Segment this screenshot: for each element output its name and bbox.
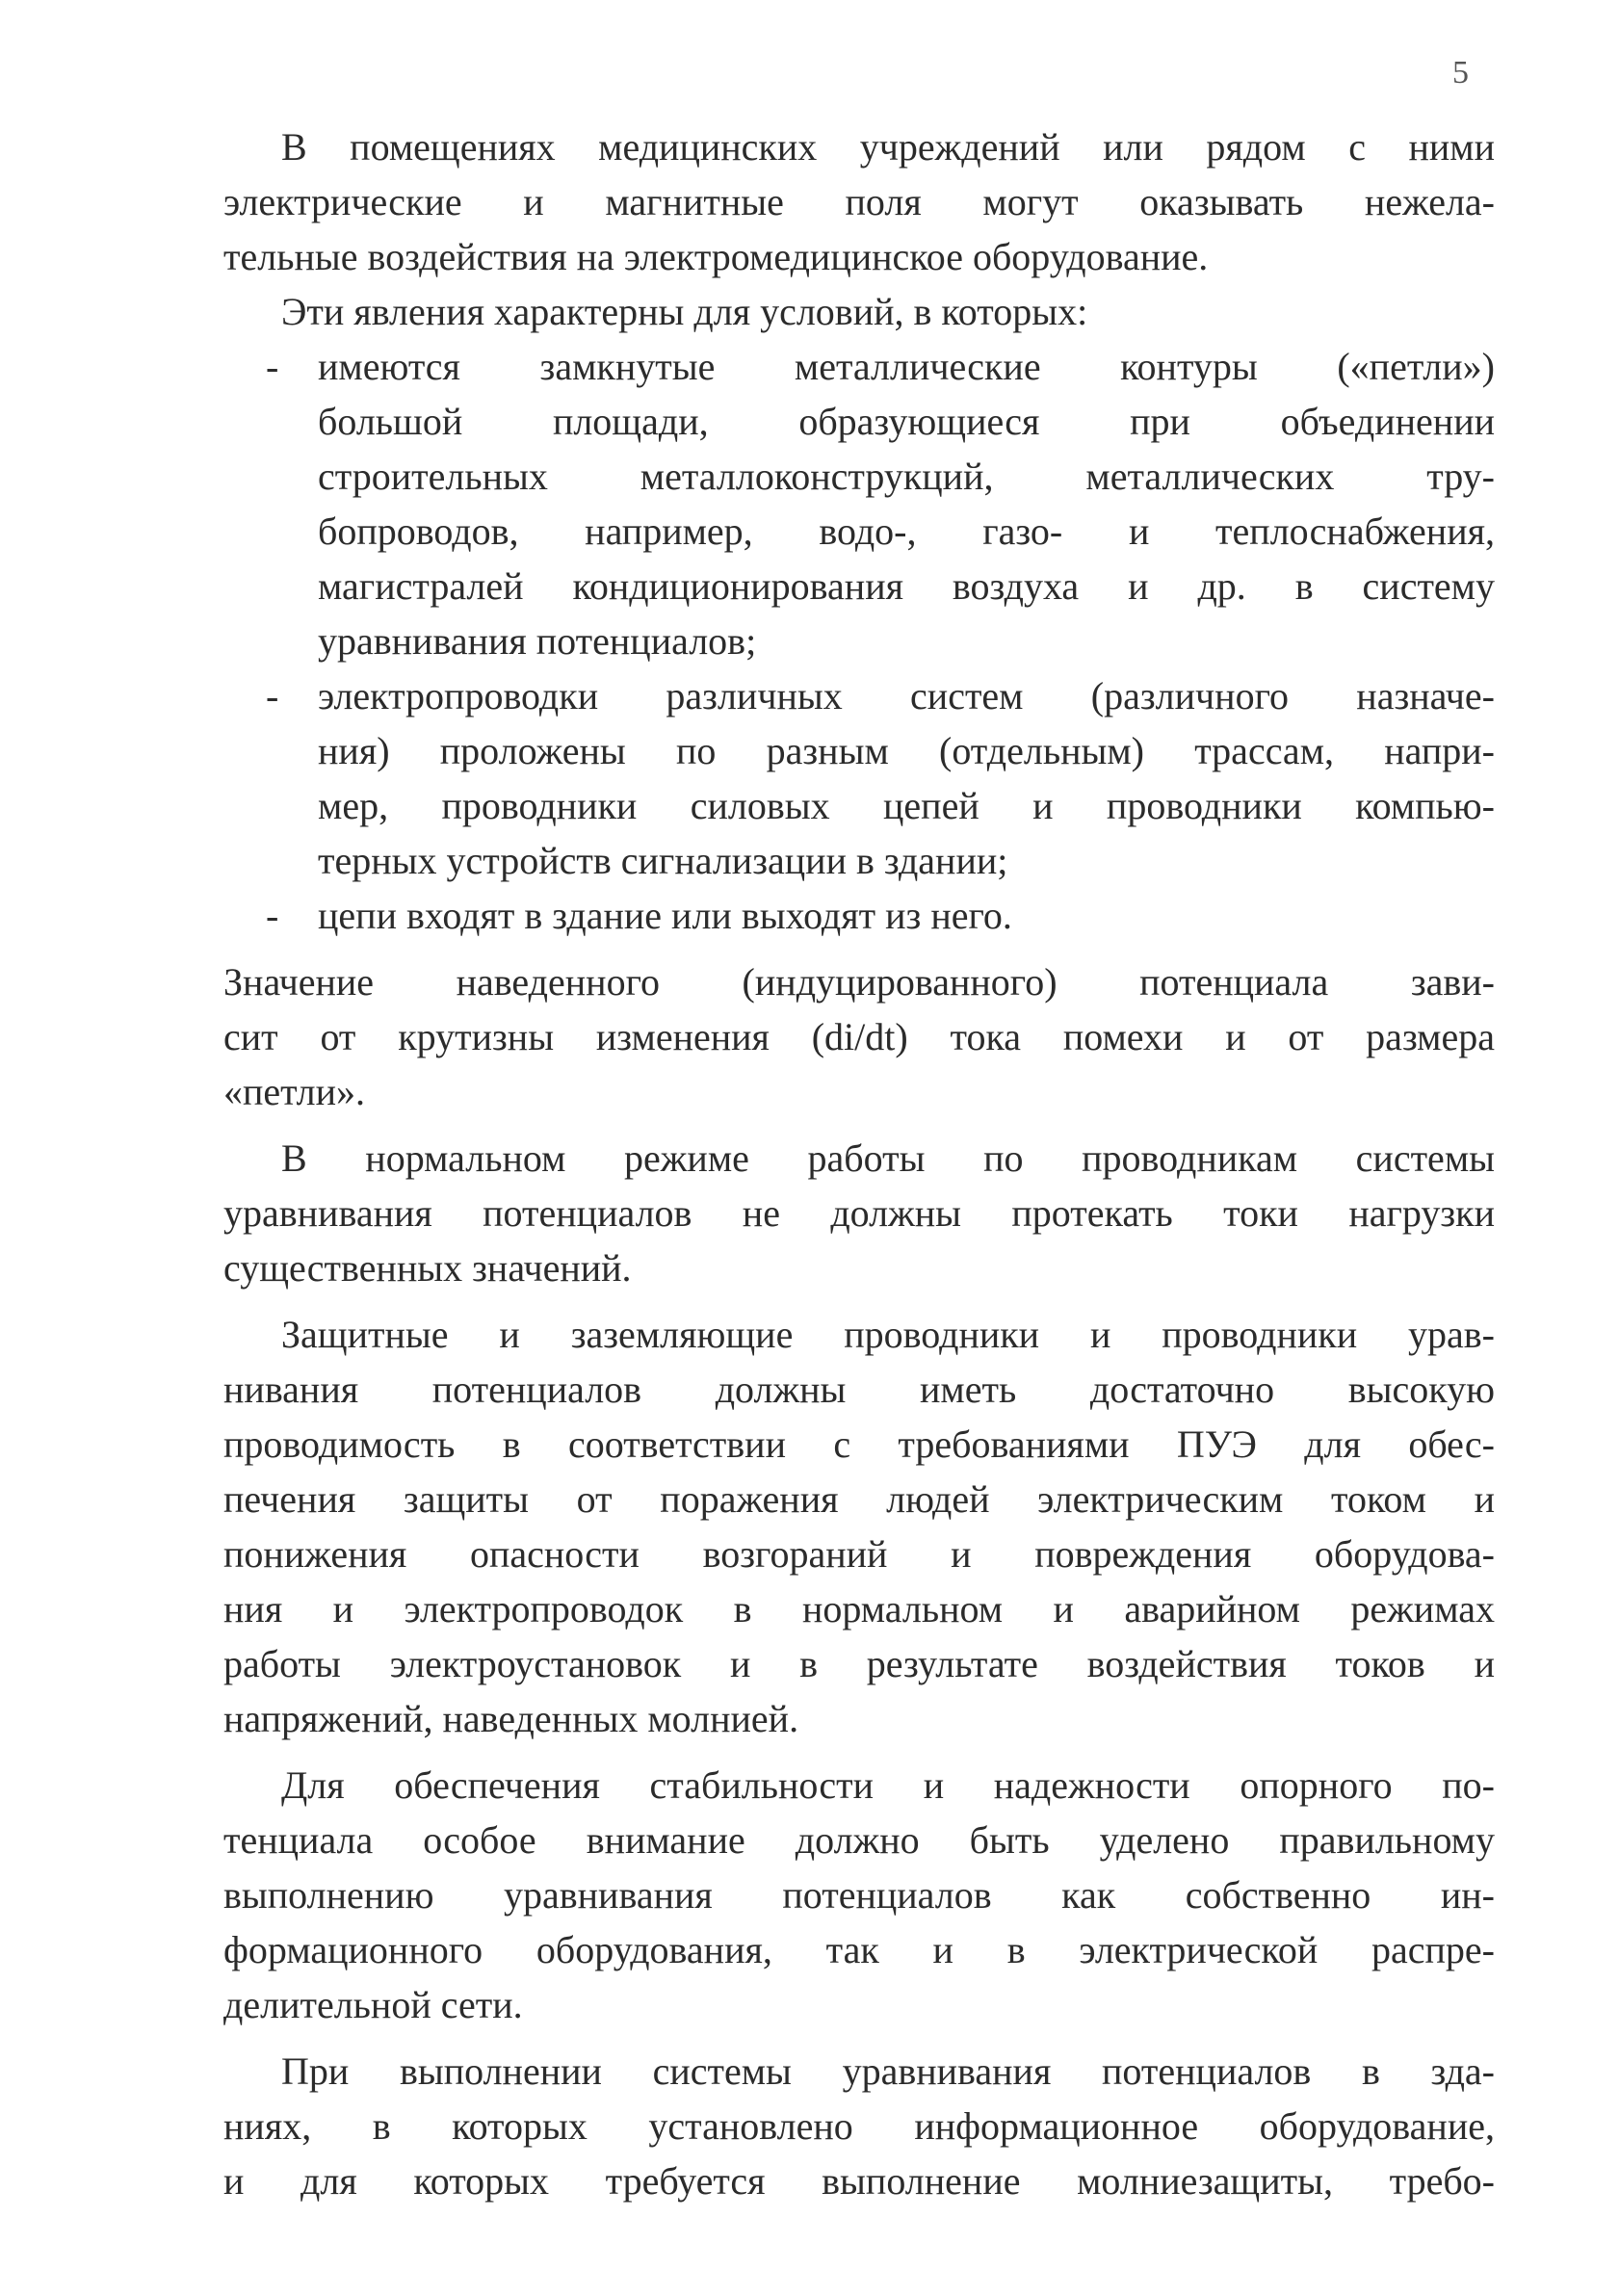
list-item xyxy=(223,339,1495,668)
text-line: Эти явления характерны для условий, в которых: xyxy=(281,290,1088,333)
text-line: В помещениях медицинских учреждений или рядом с ними xyxy=(281,125,1495,169)
text-line: строительных металлоконструкций, металлических тру- xyxy=(318,455,1495,498)
text-line: мер, проводники силовых цепей и проводники компью- xyxy=(318,784,1495,827)
paragraph-lightning-protection xyxy=(223,2044,1495,2208)
text-line: имеются замкнутые металлические контуры («петли») xyxy=(318,345,1495,388)
text-line: тенциала особое внимание должно быть уделено правильному xyxy=(223,1818,1495,1862)
list-bullet: - xyxy=(266,894,279,937)
list-bullet: - xyxy=(266,674,279,718)
text-line: электрические и магнитные поля могут оказывать нежела- xyxy=(223,180,1495,223)
text-line: существенных значений. xyxy=(223,1246,632,1290)
page-content xyxy=(223,119,1495,2208)
text-line: «петли». xyxy=(223,1070,366,1113)
text-line: сит от крутизны изменения (di/dt) тока помехи и от размера xyxy=(223,1015,1495,1058)
text-line: Значение наведенного (индуцированного) потенциала зави- xyxy=(223,960,1495,1004)
text-line: и для которых требуется выполнение молниезащиты, требо- xyxy=(223,2159,1495,2203)
paragraph-reference-potential xyxy=(223,1758,1495,2032)
paragraph-protective-conductors xyxy=(223,1307,1495,1746)
text-line: ниях, в которых установлено информационное оборудование, xyxy=(223,2104,1495,2148)
text-line: В нормальном режиме работы по проводникам системы xyxy=(281,1136,1495,1180)
text-line: понижения опасности возгораний и повреждения оборудова- xyxy=(223,1532,1495,1576)
text-line: ния и электропроводок в нормальном и аварийном режимах xyxy=(223,1587,1495,1631)
paragraph-normal-mode xyxy=(223,1131,1495,1295)
text-line: выполнению уравнивания потенциалов как собственно ин- xyxy=(223,1873,1495,1917)
paragraph-induced-potential xyxy=(223,954,1495,1119)
text-line: уравнивания потенциалов; xyxy=(318,619,757,663)
text-line: проводимость в соответствии с требованиями ПУЭ для обес- xyxy=(223,1422,1495,1466)
text-line: тельные воздействия на электромедицинское оборудование. xyxy=(223,235,1209,278)
page-number: 5 xyxy=(1452,55,1469,91)
text-line: Для обеспечения стабильности и надежности опорного по- xyxy=(281,1763,1495,1807)
text-line: работы электроустановок и в результате воздействия токов и xyxy=(223,1642,1495,1685)
text-line: магистралей кондиционирования воздуха и др. в систему xyxy=(318,564,1495,608)
text-line: напряжений, наведенных молнией. xyxy=(223,1697,799,1740)
paragraph-conditions-intro xyxy=(223,284,1495,339)
text-line: бопроводов, например, водо-, газо- и теплоснабжения, xyxy=(318,509,1495,553)
text-line: нивания потенциалов должны иметь достаточно высокую xyxy=(223,1368,1495,1411)
text-line: Защитные и заземляющие проводники и проводники урав- xyxy=(281,1313,1495,1356)
paragraph-medical-premises xyxy=(223,119,1495,284)
list-item xyxy=(223,888,1495,943)
conditions-list xyxy=(223,339,1495,943)
text-line: большой площади, образующиеся при объединении xyxy=(318,400,1495,443)
text-line: печения защиты от поражения людей электрическим током и xyxy=(223,1477,1495,1521)
text-line: формационного оборудования, так и в электрической распре- xyxy=(223,1928,1495,1971)
text-line: электропроводки различных систем (различного назначе- xyxy=(318,674,1495,718)
text-line: цепи входят в здание или выходят из него. xyxy=(318,894,1012,937)
list-bullet: - xyxy=(266,345,279,388)
text-line: терных устройств сигнализации в здании; xyxy=(318,839,1008,882)
text-line: ния) проложены по разным (отдельным) трассам, напри- xyxy=(318,729,1495,772)
list-item xyxy=(223,668,1495,888)
text-line: При выполнении системы уравнивания потенциалов в зда- xyxy=(281,2049,1495,2093)
text-line: делительной сети. xyxy=(223,1983,523,2026)
text-line: уравнивания потенциалов не должны протекать токи нагрузки xyxy=(223,1191,1495,1235)
